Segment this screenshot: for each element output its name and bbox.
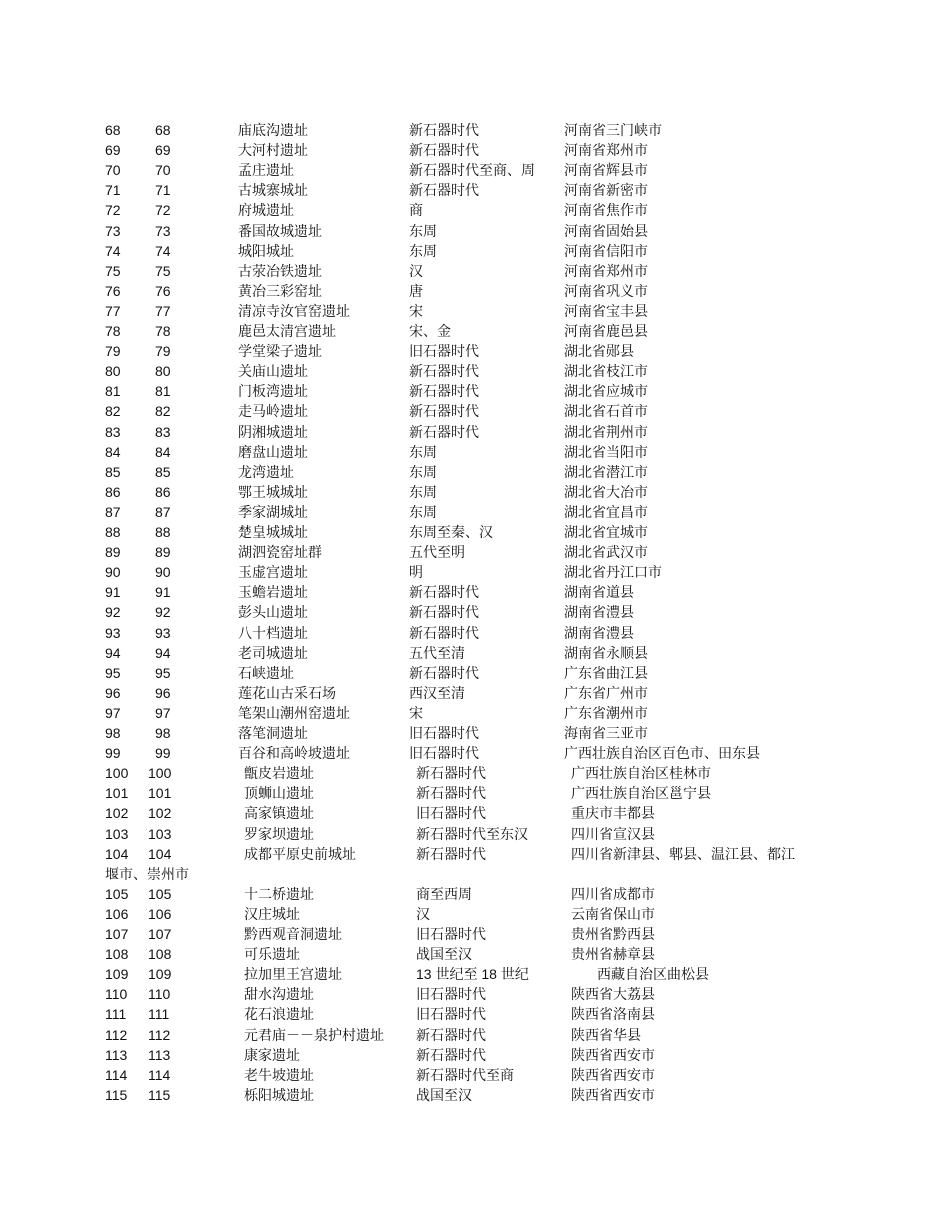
catalog-number: 105 <box>148 885 172 902</box>
site-name: 学堂梁子遗址 <box>238 343 322 360</box>
table-row <box>0 964 950 984</box>
table-row <box>0 683 950 703</box>
serial-number: 89 <box>105 544 121 561</box>
table-row <box>0 261 950 281</box>
serial-number: 74 <box>105 242 121 259</box>
era: 新石器时代 <box>416 765 486 782</box>
table-row <box>0 241 950 261</box>
table-row <box>0 1045 950 1065</box>
location: 湖北省石首市 <box>564 403 648 420</box>
era: 新石器时代至商、周 <box>409 162 535 179</box>
serial-number: 79 <box>105 343 121 360</box>
serial-number: 69 <box>105 142 121 159</box>
serial-number: 102 <box>105 805 129 822</box>
site-name: 龙湾遗址 <box>238 463 294 480</box>
catalog-number: 102 <box>148 805 172 822</box>
location: 陕西省西安市 <box>571 1066 655 1083</box>
serial-number: 112 <box>105 1026 128 1043</box>
catalog-number: 79 <box>155 343 171 360</box>
catalog-number: 99 <box>155 745 171 762</box>
site-name: 古城寨城址 <box>238 182 308 199</box>
table-row <box>0 200 950 220</box>
catalog-number: 77 <box>155 302 171 319</box>
serial-number: 98 <box>105 725 121 741</box>
table-row <box>0 422 950 442</box>
era: 东周至秦、汉 <box>409 524 493 540</box>
serial-number: 99 <box>105 745 121 762</box>
catalog-number: 104 <box>148 845 172 862</box>
serial-number: 72 <box>105 202 121 219</box>
table-row <box>0 281 950 301</box>
location: 陕西省大荔县 <box>571 986 655 1003</box>
catalog-number: 95 <box>155 664 171 681</box>
era: 新石器时代 <box>409 383 479 400</box>
site-name: 走马岭遗址 <box>238 403 308 420</box>
location: 湖北省潜江市 <box>564 463 648 480</box>
location: 广东省曲江县 <box>564 664 648 681</box>
location: 湖北省武汉市 <box>564 544 648 561</box>
location: 四川省成都市 <box>571 885 655 902</box>
location: 陕西省西安市 <box>571 1046 655 1063</box>
location: 湖北省郧县 <box>564 343 634 360</box>
site-name: 莲花山古采石场 <box>238 684 336 701</box>
site-name: 花石浪遗址 <box>244 1006 314 1023</box>
catalog-number: 107 <box>148 926 172 942</box>
catalog-number: 106 <box>148 905 172 922</box>
table-row <box>0 462 950 482</box>
era: 东周 <box>409 242 437 259</box>
serial-number: 93 <box>105 624 121 641</box>
era: 东周 <box>409 463 437 480</box>
location: 河南省新密市 <box>564 182 648 199</box>
table-row <box>0 944 950 964</box>
serial-number: 78 <box>105 323 121 339</box>
location: 湖南省道县 <box>564 584 634 601</box>
location: 河南省固始县 <box>564 222 648 239</box>
location: 河南省焦作市 <box>564 202 648 219</box>
catalog-number: 71 <box>155 182 171 199</box>
era: 旧石器时代 <box>416 926 486 942</box>
site-name: 石峡遗址 <box>238 664 294 681</box>
era: 旧石器时代 <box>409 725 479 741</box>
era: 旧石器时代 <box>416 805 486 822</box>
serial-number: 75 <box>105 262 121 279</box>
catalog-number: 93 <box>155 624 171 641</box>
catalog-number: 68 <box>155 122 171 138</box>
site-name: 可乐遗址 <box>244 946 300 963</box>
site-name: 栎阳城遗址 <box>244 1086 314 1103</box>
serial-number: 100 <box>105 765 129 782</box>
catalog-number: 110 <box>148 986 171 1003</box>
table-row <box>0 160 950 180</box>
table-row <box>0 723 950 743</box>
serial-number: 88 <box>105 524 121 540</box>
serial-number: 103 <box>105 825 129 842</box>
catalog-number: 92 <box>155 604 171 621</box>
serial-number: 107 <box>105 926 129 942</box>
table-row <box>0 743 950 763</box>
era: 东周 <box>409 483 437 500</box>
era: 汉 <box>409 262 423 279</box>
table-row <box>0 381 950 401</box>
site-name: 十二桥遗址 <box>244 885 314 902</box>
era: 新石器时代 <box>409 403 479 420</box>
catalog-number: 73 <box>155 222 171 239</box>
location: 河南省辉县市 <box>564 162 648 179</box>
catalog-number: 84 <box>155 443 171 460</box>
site-name: 康家遗址 <box>244 1046 300 1063</box>
table-row <box>0 442 950 462</box>
era: 13 世纪至 18 世纪 <box>416 966 529 983</box>
era: 旧石器时代 <box>416 986 486 1003</box>
serial-number: 111 <box>105 1006 127 1023</box>
site-name: 鹿邑太清宫遗址 <box>238 323 336 339</box>
table-row <box>0 1065 950 1085</box>
site-name: 季家湖城址 <box>238 503 308 520</box>
era: 商至西周 <box>416 885 472 902</box>
catalog-number: 113 <box>148 1046 171 1063</box>
site-name: 玉蟾岩遗址 <box>238 584 308 601</box>
catalog-number: 81 <box>155 383 171 400</box>
table-row <box>0 502 950 522</box>
site-name: 大河村遗址 <box>238 142 308 159</box>
site-name: 成都平原史前城址 <box>244 845 356 862</box>
catalog-number: 101 <box>148 785 172 802</box>
table-row <box>0 1025 950 1045</box>
era: 战国至汉 <box>416 946 472 963</box>
era: 宋、金 <box>409 323 451 339</box>
location: 湖北省枝江市 <box>564 363 648 380</box>
site-name: 番国故城遗址 <box>238 222 322 239</box>
serial-number: 81 <box>105 383 121 400</box>
serial-number: 114 <box>105 1066 128 1083</box>
table-row <box>0 321 950 341</box>
serial-number: 101 <box>105 785 129 802</box>
site-name: 落笔洞遗址 <box>238 725 308 741</box>
catalog-number: 94 <box>155 644 171 661</box>
catalog-number: 114 <box>148 1066 171 1083</box>
location: 四川省新津县、郫县、温江县、都江 <box>571 845 795 862</box>
table-row <box>0 1004 950 1024</box>
serial-number: 87 <box>105 503 121 520</box>
location: 湖北省丹江口市 <box>564 564 662 581</box>
catalog-number: 70 <box>155 162 171 179</box>
site-name: 高家镇遗址 <box>244 805 314 822</box>
serial-number: 92 <box>105 604 121 621</box>
table-row <box>0 703 950 723</box>
era: 五代至明 <box>409 544 465 561</box>
era: 新石器时代 <box>409 182 479 199</box>
era: 战国至汉 <box>416 1086 472 1103</box>
location: 湖北省大冶市 <box>564 483 648 500</box>
catalog-number: 86 <box>155 483 171 500</box>
serial-number: 68 <box>105 122 121 138</box>
era: 东周 <box>409 443 437 460</box>
location: 广西壮族自治区百色市、田东县 <box>564 745 760 762</box>
serial-number: 94 <box>105 644 121 661</box>
table-row <box>0 221 950 241</box>
catalog-number: 97 <box>155 704 171 721</box>
era: 新石器时代至东汉 <box>416 825 528 842</box>
site-name: 黄冶三彩窑址 <box>238 282 322 299</box>
serial-number: 104 <box>105 845 129 862</box>
serial-number: 109 <box>105 966 129 983</box>
site-name: 鄂王城城址 <box>238 483 308 500</box>
catalog-number: 80 <box>155 363 171 380</box>
site-name: 庙底沟遗址 <box>238 122 308 138</box>
catalog-number: 72 <box>155 202 171 219</box>
table-row <box>0 542 950 562</box>
location: 河南省三门峡市 <box>564 122 662 138</box>
site-name: 清凉寺汝官窑遗址 <box>238 302 350 319</box>
era: 明 <box>409 564 423 581</box>
serial-number: 80 <box>105 363 121 380</box>
location: 广西壮族自治区邕宁县 <box>571 785 711 802</box>
table-row <box>0 341 950 361</box>
site-name: 甜水沟遗址 <box>244 986 314 1003</box>
site-name: 楚皇城城址 <box>238 524 308 540</box>
serial-number: 76 <box>105 282 121 299</box>
catalog-number: 83 <box>155 423 171 440</box>
site-name: 门板湾遗址 <box>238 383 308 400</box>
table-row <box>0 803 950 823</box>
serial-number: 91 <box>105 584 121 601</box>
location: 湖北省荆州市 <box>564 423 648 440</box>
serial-number: 108 <box>105 946 129 963</box>
catalog-number: 96 <box>155 684 171 701</box>
site-name: 罗家坝遗址 <box>244 825 314 842</box>
era: 东周 <box>409 222 437 239</box>
serial-number: 85 <box>105 463 121 480</box>
catalog-number: 75 <box>155 262 171 279</box>
serial-number: 105 <box>105 885 129 902</box>
catalog-number: 112 <box>148 1026 171 1043</box>
catalog-number: 98 <box>155 725 171 741</box>
era: 宋 <box>409 704 423 721</box>
era: 东周 <box>409 503 437 520</box>
table-row <box>0 904 950 924</box>
era: 新石器时代至商 <box>416 1066 514 1083</box>
serial-number: 82 <box>105 403 121 420</box>
location: 湖北省应城市 <box>564 383 648 400</box>
table-row <box>0 663 950 683</box>
location: 河南省郑州市 <box>564 142 648 159</box>
table-row <box>0 824 950 844</box>
location: 河南省宝丰县 <box>564 302 648 319</box>
site-name: 老司城遗址 <box>238 644 308 661</box>
catalog-number: 103 <box>148 825 172 842</box>
catalog-number: 87 <box>155 503 171 520</box>
site-name: 玉虚宫遗址 <box>238 564 308 581</box>
location: 湖南省永顺县 <box>564 644 648 661</box>
catalog-number: 74 <box>155 242 171 259</box>
site-name: 黔西观音洞遗址 <box>244 926 342 942</box>
serial-number: 113 <box>105 1046 128 1063</box>
catalog-number: 91 <box>155 584 171 601</box>
era: 旧石器时代 <box>409 343 479 360</box>
era: 新石器时代 <box>409 664 479 681</box>
era: 商 <box>409 202 423 219</box>
catalog-number: 78 <box>155 323 171 339</box>
location: 广东省广州市 <box>564 684 648 701</box>
location: 云南省保山市 <box>571 905 655 922</box>
location: 广东省潮州市 <box>564 704 648 721</box>
table-row <box>0 482 950 502</box>
serial-number: 96 <box>105 684 121 701</box>
serial-number: 86 <box>105 483 121 500</box>
catalog-number: 100 <box>148 765 172 782</box>
location: 湖南省澧县 <box>564 604 634 621</box>
era: 五代至清 <box>409 644 465 661</box>
location: 湖北省当阳市 <box>564 443 648 460</box>
location: 四川省宣汉县 <box>571 825 655 842</box>
site-name: 城阳城址 <box>238 242 294 259</box>
era: 西汉至清 <box>409 684 465 701</box>
table-row <box>0 844 950 864</box>
catalog-number: 88 <box>155 524 171 540</box>
era: 汉 <box>416 905 430 922</box>
era: 唐 <box>409 282 423 299</box>
catalog-number: 115 <box>148 1086 171 1103</box>
era: 新石器时代 <box>416 845 486 862</box>
location: 湖南省澧县 <box>564 624 634 641</box>
site-name: 彭头山遗址 <box>238 604 308 621</box>
table-row <box>0 301 950 321</box>
location: 陕西省洛南县 <box>571 1006 655 1023</box>
table-row <box>0 924 950 944</box>
location: 河南省郑州市 <box>564 262 648 279</box>
site-name: 老牛坡遗址 <box>244 1066 314 1083</box>
serial-number: 70 <box>105 162 121 179</box>
site-name: 关庙山遗址 <box>238 363 308 380</box>
era: 新石器时代 <box>409 423 479 440</box>
serial-number: 83 <box>105 423 121 440</box>
location: 河南省巩义市 <box>564 282 648 299</box>
era: 新石器时代 <box>409 604 479 621</box>
catalog-number: 90 <box>155 564 171 581</box>
table-row <box>0 562 950 582</box>
location: 广西壮族自治区桂林市 <box>571 765 711 782</box>
table-row <box>0 582 950 602</box>
location: 湖北省宜昌市 <box>564 503 648 520</box>
site-name: 汉庄城址 <box>244 905 300 922</box>
serial-number: 90 <box>105 564 121 581</box>
serial-number: 95 <box>105 664 121 681</box>
location: 陕西省西安市 <box>571 1086 655 1103</box>
table-row <box>0 763 950 783</box>
table-row <box>0 884 950 904</box>
serial-number: 73 <box>105 222 121 239</box>
location: 重庆市丰都县 <box>571 805 655 822</box>
location: 贵州省黔西县 <box>571 926 655 942</box>
site-name: 甑皮岩遗址 <box>244 765 314 782</box>
site-name: 元君庙－－泉护村遗址 <box>244 1026 384 1043</box>
table-row <box>0 361 950 381</box>
table-row <box>0 140 950 160</box>
serial-number: 97 <box>105 704 121 721</box>
serial-number: 110 <box>105 986 128 1003</box>
era: 旧石器时代 <box>416 1006 486 1023</box>
serial-number: 77 <box>105 302 121 319</box>
table-row <box>0 401 950 421</box>
era: 新石器时代 <box>416 1046 486 1063</box>
location: 西藏自治区曲松县 <box>597 966 709 983</box>
era: 新石器时代 <box>409 142 479 159</box>
table-row <box>0 120 950 140</box>
site-name: 笔架山潮州窑遗址 <box>238 704 350 721</box>
site-name: 磨盘山遗址 <box>238 443 308 460</box>
catalog-number: 89 <box>155 544 171 561</box>
table-row <box>0 643 950 663</box>
site-name: 百谷和高岭坡遗址 <box>238 745 350 762</box>
catalog-number: 85 <box>155 463 171 480</box>
era: 宋 <box>409 302 423 319</box>
table-row <box>0 522 950 542</box>
table-row <box>0 1085 950 1105</box>
location: 贵州省赫章县 <box>571 946 655 963</box>
location: 陕西省华县 <box>571 1026 641 1043</box>
site-name: 古荥冶铁遗址 <box>238 262 322 279</box>
table-row <box>0 623 950 643</box>
era: 新石器时代 <box>409 624 479 641</box>
site-name: 八十档遗址 <box>238 624 308 641</box>
era: 新石器时代 <box>409 584 479 601</box>
location: 河南省鹿邑县 <box>564 323 648 339</box>
era: 新石器时代 <box>416 785 486 802</box>
table-row <box>0 602 950 622</box>
catalog-number: 109 <box>148 966 172 983</box>
catalog-number: 76 <box>155 282 171 299</box>
location: 湖北省宜城市 <box>564 524 648 540</box>
location-continuation: 堰市、崇州市 <box>105 865 189 882</box>
site-name: 拉加里王宫遗址 <box>244 966 342 983</box>
site-name: 孟庄遗址 <box>238 162 294 179</box>
era: 新石器时代 <box>416 1026 486 1043</box>
era: 新石器时代 <box>409 122 479 138</box>
table-row <box>0 984 950 1004</box>
era: 旧石器时代 <box>409 745 479 762</box>
catalog-number: 108 <box>148 946 172 963</box>
era: 新石器时代 <box>409 363 479 380</box>
catalog-number: 69 <box>155 142 171 159</box>
location: 河南省信阳市 <box>564 242 648 259</box>
site-name: 顶蛳山遗址 <box>244 785 314 802</box>
site-name: 阴湘城遗址 <box>238 423 308 440</box>
site-name: 府城遗址 <box>238 202 294 219</box>
serial-number: 115 <box>105 1086 128 1103</box>
site-name: 湖泗瓷窑址群 <box>238 544 322 561</box>
serial-number: 106 <box>105 905 129 922</box>
location: 海南省三亚市 <box>564 725 648 741</box>
catalog-number: 111 <box>148 1006 170 1023</box>
serial-number: 84 <box>105 443 121 460</box>
table-row <box>0 783 950 803</box>
catalog-number: 82 <box>155 403 171 420</box>
serial-number: 71 <box>105 182 121 199</box>
table-row <box>0 180 950 200</box>
